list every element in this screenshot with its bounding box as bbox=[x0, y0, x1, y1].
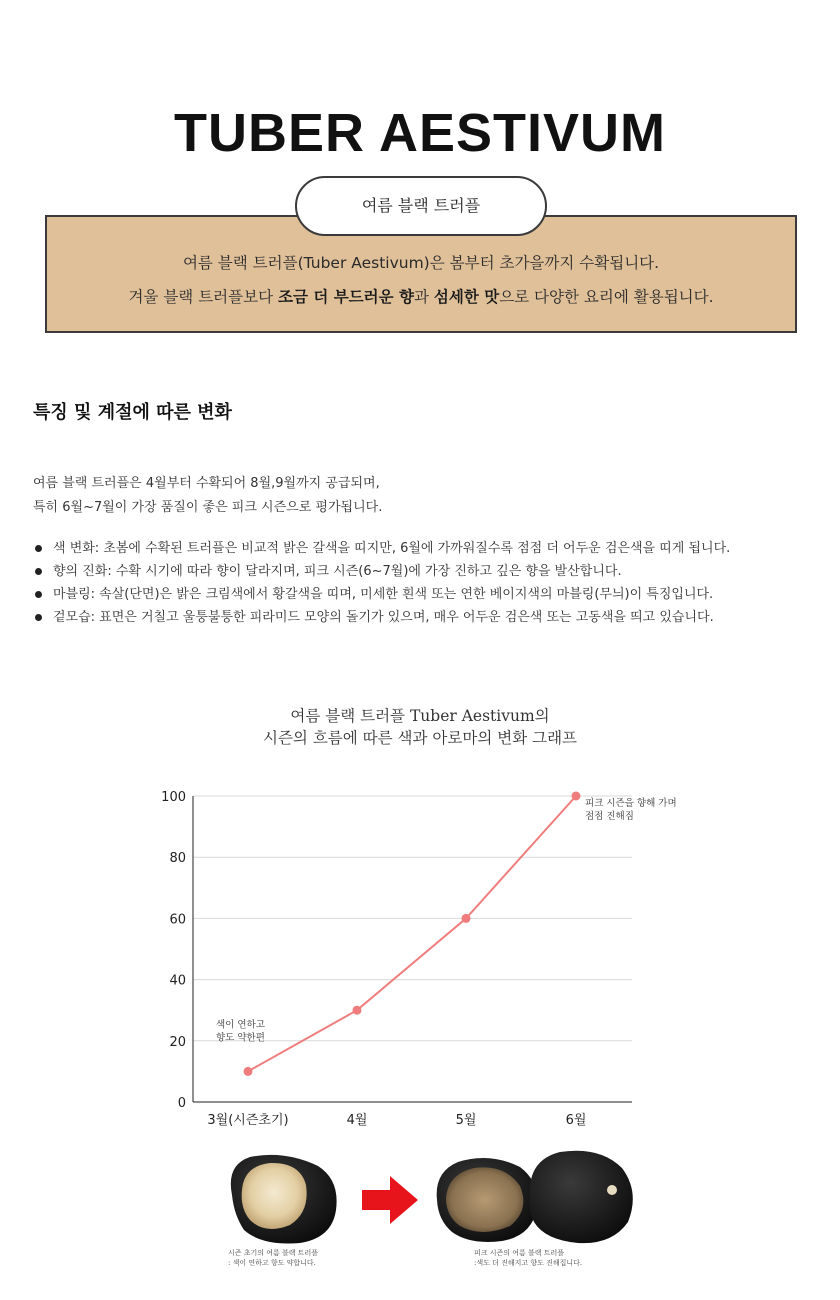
list-item-text: 마블링: 속살(단면)은 밝은 크림색에서 황갈색을 띠며, 미세한 흰색 또는 연한 베이지색의 마블링(무늬)이 특징입니다. bbox=[53, 587, 714, 602]
annotation-text: 색이 연하고 bbox=[216, 1019, 265, 1031]
data-point bbox=[572, 792, 581, 801]
caption-line: :색도 더 진해지고 향도 진해집니다. bbox=[474, 1259, 583, 1267]
annotation-text: 피크 시즌을 향해 가며 bbox=[585, 798, 677, 809]
annotation-text: 점점 진해짐 bbox=[585, 811, 634, 822]
intro-text: 겨울 블랙 트러플보다 bbox=[128, 288, 278, 306]
chart-subtitle: 시즌의 흐름에 따른 색과 아로마의 변화 그래프 bbox=[262, 729, 578, 747]
y-tick-label: 0 bbox=[177, 1096, 186, 1111]
description-line-1: 여름 블랙 트러플은 4월부터 수확되어 8월,9월까지 공급되며, bbox=[33, 476, 380, 491]
data-point bbox=[353, 1006, 362, 1015]
y-tick-label: 80 bbox=[169, 851, 186, 867]
intro-text: 과 bbox=[413, 288, 434, 306]
caption-line: 시즌 초기의 여름 블랙 트러플 bbox=[228, 1249, 319, 1257]
y-tick-label: 40 bbox=[169, 973, 186, 989]
section-title: 특징 및 계절에 따른 변화 bbox=[33, 402, 232, 423]
y-tick-label: 20 bbox=[169, 1034, 186, 1050]
y-tick-label: 100 bbox=[161, 790, 186, 805]
chart-title: 여름 블랙 트러플 Tuber Aestivum의 bbox=[290, 707, 550, 725]
x-tick-label: 5월 bbox=[455, 1113, 477, 1128]
list-item-text: 색 변화: 초봄에 수확된 트러플은 비교적 밝은 갈색을 띠지만, 6월에 가까워질수록 점점 더 어두운 검은색을 띠게 됩니다. bbox=[53, 541, 731, 556]
annotation-text: 향도 약한편 bbox=[216, 1032, 265, 1044]
x-tick-label: 3월(시즌초기) bbox=[207, 1113, 289, 1128]
data-point bbox=[244, 1067, 253, 1076]
list-item-text: 겉모습: 표면은 거칠고 울퉁불퉁한 피라미드 모양의 돌기가 있으며, 매우 어두운 검은색 또는 고동색을 띄고 있습니다. bbox=[53, 610, 714, 625]
intro-highlight: 조금 더 부드러운 향 bbox=[278, 288, 414, 306]
caption-line: 피크 시즌의 여름 블랙 트러플 bbox=[474, 1249, 565, 1257]
x-tick-label: 6월 bbox=[565, 1113, 587, 1128]
intro-highlight: 섬세한 맛 bbox=[433, 288, 500, 306]
caption-line: : 색이 연하고 향도 약합니다. bbox=[228, 1259, 316, 1267]
data-point bbox=[462, 914, 471, 923]
peak-caption bbox=[474, 1248, 582, 1268]
list-item-text: 향의 진화: 수확 시기에 따라 향이 달라지며, 피크 시즌(6~7월)에 가장 진하고 깊은 향을 발산합니다. bbox=[53, 564, 622, 579]
intro-line-1: 여름 블랙 트러플(Tuber Aestivum)은 봄부터 초가을까지 수확됩니다. bbox=[182, 254, 660, 272]
description-line-2: 특히 6월~7월이 가장 품질이 좋은 피크 시즌으로 평가됩니다. bbox=[33, 500, 383, 515]
x-tick-label: 4월 bbox=[346, 1113, 368, 1128]
intro-text: 으로 다양한 요리에 활용됩니다. bbox=[499, 288, 714, 306]
early-caption bbox=[228, 1248, 318, 1268]
series-line bbox=[248, 796, 576, 1071]
category-badge: 여름 블랙 트러플 bbox=[295, 176, 547, 236]
page-title: TUBER AESTIVUM bbox=[173, 103, 666, 163]
y-tick-label: 60 bbox=[169, 912, 186, 928]
